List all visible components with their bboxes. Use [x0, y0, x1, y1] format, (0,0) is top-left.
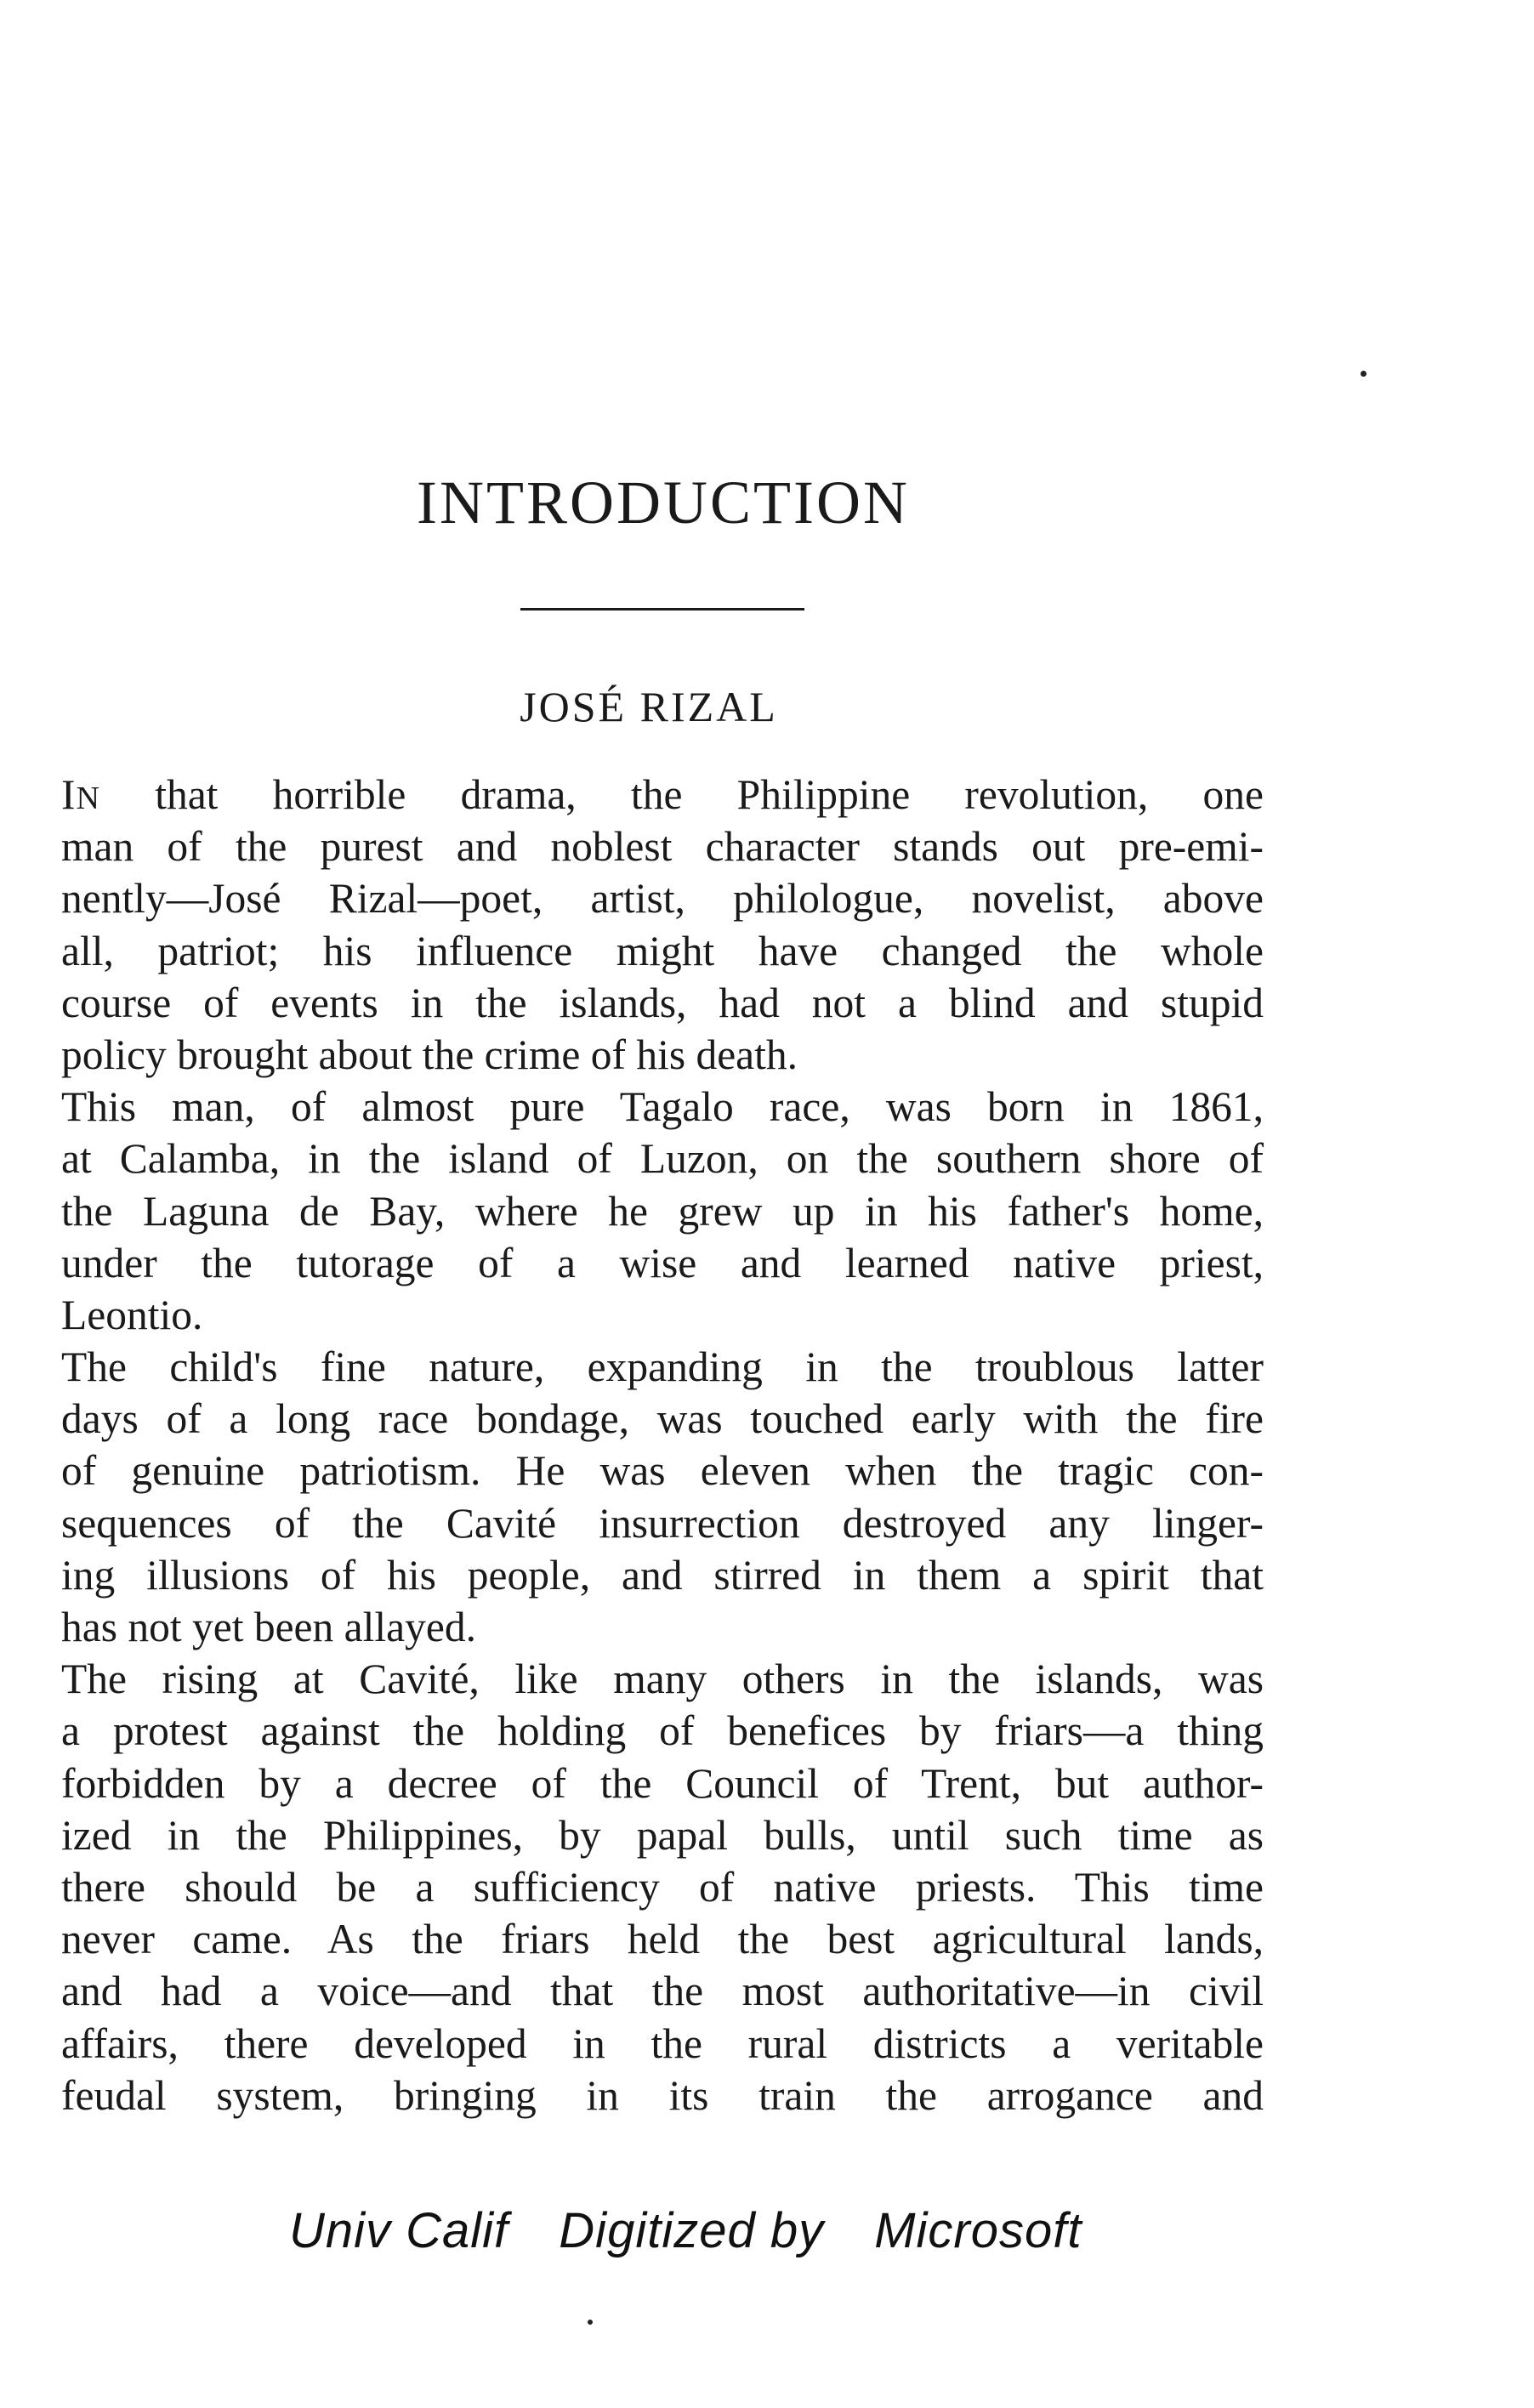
text-line: ized in the Philippines, by papal bulls, until such time as [61, 1811, 1264, 1859]
text-line: under the tutorage of a wise and learned native priest, [61, 1239, 1264, 1286]
initial-small-caps: N [76, 781, 100, 816]
text-line: nently—José Rizal—poet, artist, philologue, novelist, above [61, 875, 1264, 923]
text-line: Leontio. [61, 1291, 203, 1338]
text-line: ing illusions of his people, and stirred in them a spirit that [61, 1551, 1264, 1599]
title-divider [520, 608, 804, 611]
text-line: policy brought about the crime of his death. [61, 1031, 798, 1078]
watermark-part: Microsoft [874, 2203, 1082, 2258]
text-line-content: that horrible drama, the Philippine revolution, one [99, 771, 1264, 818]
text-line: This man, of almost pure Tagalo race, was born in 1861, [61, 1083, 1264, 1131]
initial-letter: I [61, 771, 77, 818]
text-line: feudal system, bringing in its train the arrogance and [61, 2071, 1264, 2119]
text-line: sequences of the Cavité insurrection destroyed any linger- [61, 1499, 1264, 1547]
print-speck [588, 2320, 593, 2325]
text-line: forbidden by a decree of the Council of Trent, but author- [61, 1759, 1264, 1807]
text-line: The child's fine nature, expanding in the troublous latter [61, 1343, 1264, 1391]
text-line: man of the purest and noblest character stands out pre-emi- [61, 823, 1264, 871]
text-line: all, patriot; his influence might have changed the whole [61, 927, 1264, 974]
digitization-watermark [289, 2202, 1267, 2259]
page-title: INTRODUCTION [417, 469, 910, 537]
watermark-part: Univ Calif [289, 2203, 509, 2258]
text-line: of genuine patriotism. He was eleven when the tragic con- [61, 1447, 1264, 1495]
text-line: a protest against the holding of benefices by friars—a thing [61, 1707, 1264, 1755]
text-line: course of events in the islands, had not a blind and stupid [61, 979, 1264, 1026]
text-line: there should be a sufficiency of native priests. This time [61, 1863, 1264, 1911]
print-speck [1361, 371, 1366, 377]
text-line: the Laguna de Bay, where he grew up in his father's home, [61, 1187, 1264, 1235]
text-line: has not yet been allayed. [61, 1604, 476, 1650]
text-line: never came. As the friars held the best agricultural lands, [61, 1916, 1264, 1963]
text-line: The rising at Cavité, like many others in the islands, was [61, 1656, 1264, 1703]
text-line: and had a voice—and that the most authoritative—in civil [61, 1968, 1264, 2015]
text-line: at Calamba, in the island of Luzon, on the southern shore of [61, 1135, 1264, 1183]
watermark-part: Digitized by [559, 2203, 825, 2258]
text-line [61, 769, 1264, 821]
text-line: affairs, there developed in the rural districts a veritable [61, 2019, 1264, 2067]
section-subtitle: JOSÉ RIZAL [520, 683, 778, 730]
text-line: days of a long race bondage, was touched early with the fire [61, 1395, 1264, 1443]
body-text [61, 769, 1264, 2121]
